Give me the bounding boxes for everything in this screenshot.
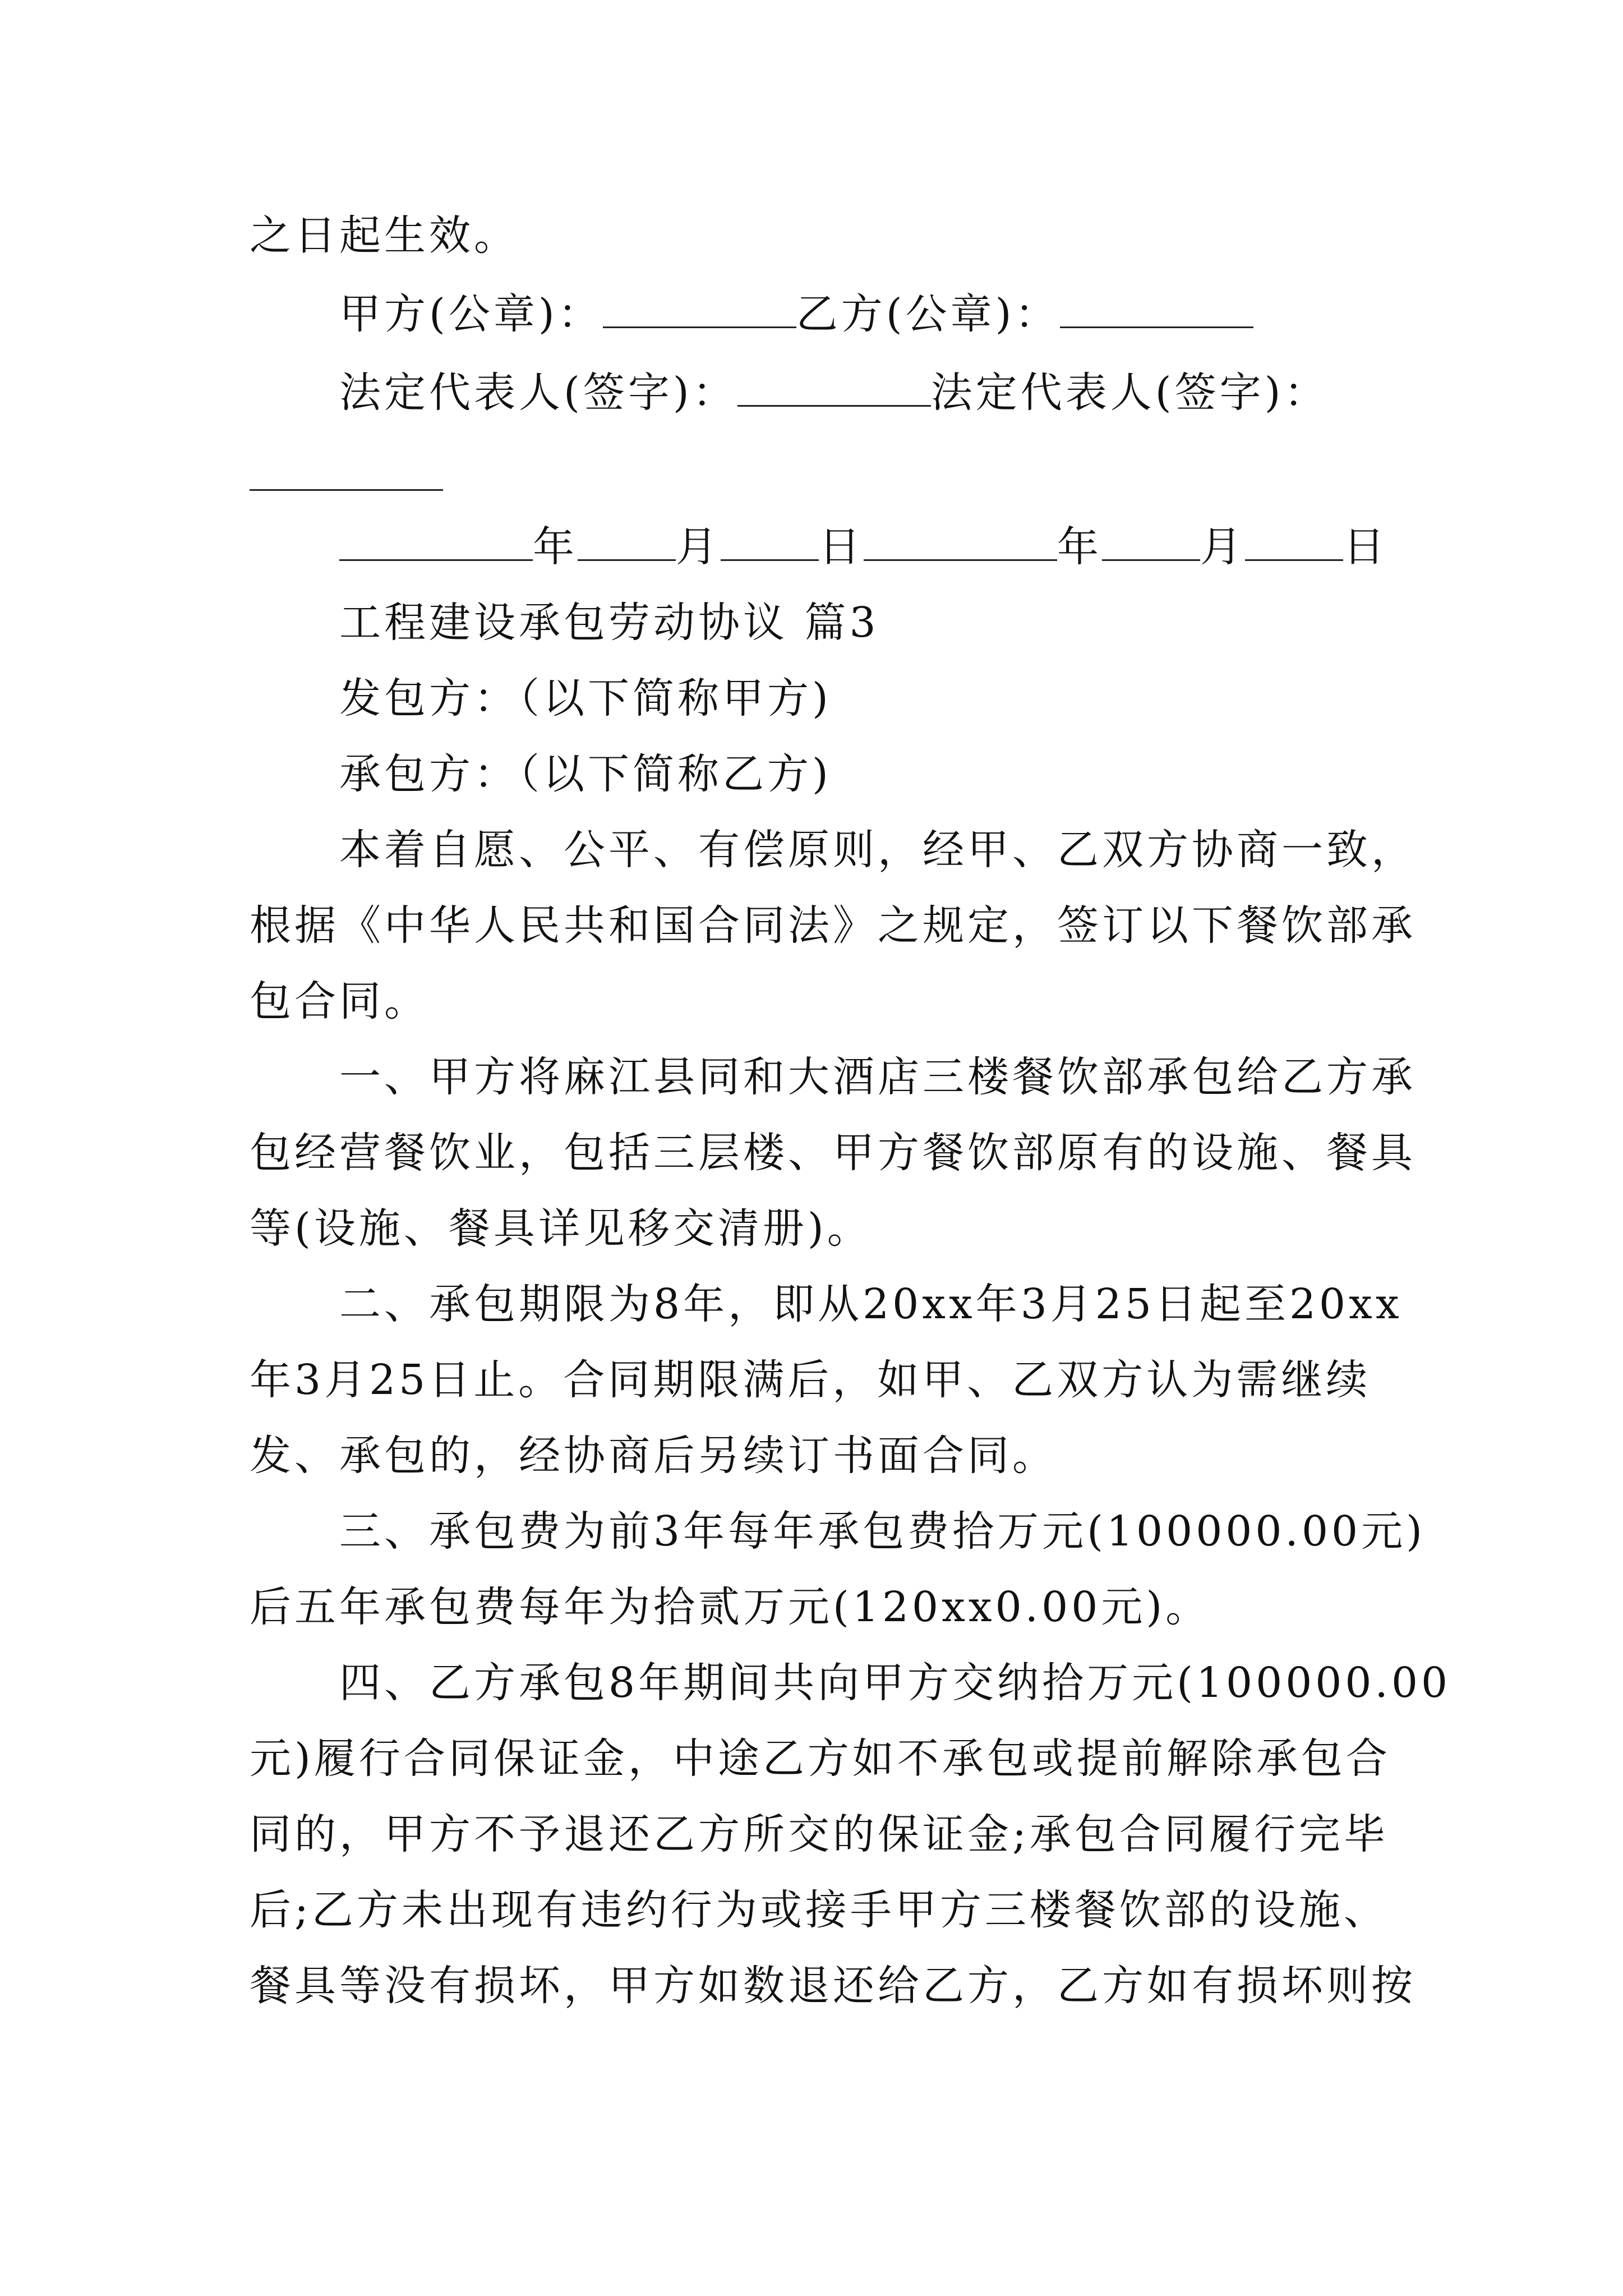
year-blank bbox=[339, 524, 533, 561]
text-line: 年3月25日止。合同期限满后，如甲、乙双方认为需继续 bbox=[250, 1356, 1371, 1404]
text-line: 餐具等没有损坏，甲方如数退还给乙方，乙方如有损坏则按 bbox=[250, 1962, 1416, 2010]
representative-signature-line bbox=[339, 365, 1483, 421]
year-label-2: 年 bbox=[1057, 523, 1102, 571]
seal-signature-line bbox=[339, 286, 1483, 342]
party-b-rep-label: 法定代表人(签字)： bbox=[930, 369, 1329, 417]
text-line: 四、乙方承包8年期间共向甲方交纳拾万元(100000.00 bbox=[339, 1659, 1451, 1707]
text-line: 包经营餐饮业，包括三层楼、甲方餐饮部原有的设施、餐具 bbox=[250, 1129, 1416, 1177]
text-line: 等(设施、餐具详见移交清册)。 bbox=[250, 1204, 872, 1253]
month-label: 月 bbox=[676, 523, 721, 571]
text-line: 包合同。 bbox=[250, 977, 429, 1025]
party-a-seal-blank bbox=[603, 292, 796, 328]
text-line: 后五年承包费每年为拾贰万元(120xx0.00元)。 bbox=[250, 1583, 1211, 1631]
text-line: 一、甲方将麻江县同和大酒店三楼餐饮部承包给乙方承 bbox=[339, 1053, 1416, 1101]
party-a-rep-label: 法定代表人(签字)： bbox=[339, 369, 737, 417]
year-label: 年 bbox=[533, 523, 578, 571]
date-line bbox=[339, 519, 1483, 575]
text-line: 后;乙方未出现有违约行为或接手甲方三楼餐饮部的设施、 bbox=[250, 1886, 1389, 1934]
party-b-seal-blank bbox=[1060, 292, 1253, 328]
text-line: 二、承包期限为8年，即从20xx年3月25日起至20xx bbox=[339, 1280, 1403, 1328]
day-blank-2 bbox=[1245, 524, 1343, 561]
party-a-seal-label: 甲方(公章)： bbox=[339, 290, 603, 338]
text-line: 根据《中华人民共和国合同法》之规定，签订以下餐饮部承 bbox=[250, 901, 1416, 950]
contractor-line: 承包方：（以下简称乙方) bbox=[339, 750, 832, 798]
month-blank bbox=[578, 524, 676, 561]
text-line: 同的，甲方不予退还乙方所交的保证金;承包合同履行完毕 bbox=[250, 1810, 1389, 1858]
text-line: 发、承包的，经协商后另续订书面合同。 bbox=[250, 1432, 1057, 1480]
day-label: 日 bbox=[819, 523, 864, 571]
text-line: 元)履行合同保证金，中途乙方如不承包或提前解除承包合 bbox=[250, 1734, 1391, 1783]
text-line: 三、承包费为前3年每年承包费拾万元(100000.00元) bbox=[339, 1507, 1426, 1556]
month-blank-2 bbox=[1102, 524, 1200, 561]
party-b-seal-label: 乙方(公章)： bbox=[796, 290, 1060, 338]
party-a-rep-blank bbox=[737, 370, 931, 407]
section-title: 工程建设承包劳动协议 篇3 bbox=[339, 599, 879, 647]
day-label-2: 日 bbox=[1343, 523, 1388, 571]
text-line: 本着自愿、公平、有偿原则，经甲、乙双方协商一致， bbox=[339, 826, 1416, 874]
year-blank-2 bbox=[864, 524, 1057, 561]
text-line: 之日起生效。 bbox=[250, 211, 519, 260]
day-blank bbox=[721, 524, 819, 561]
month-label-2: 月 bbox=[1200, 523, 1245, 571]
party-b-rep-blank bbox=[250, 489, 443, 491]
issuer-line: 发包方：（以下简称甲方) bbox=[339, 674, 832, 723]
